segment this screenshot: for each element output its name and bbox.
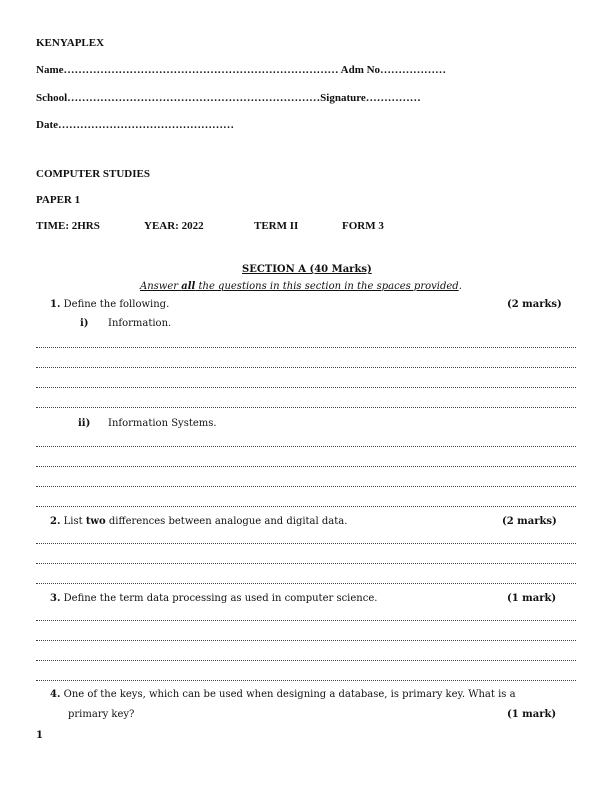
instr-post: the questions in this section in the spaces provided — [195, 281, 459, 292]
instr-bold: all — [181, 281, 196, 292]
q1i-text: Information. — [108, 318, 172, 329]
q1ii-text: Information Systems. — [108, 418, 217, 429]
q1ii-num: ii) — [78, 418, 91, 429]
date-field[interactable]: Date………………………………………… — [36, 119, 234, 131]
subject: COMPUTER STUDIES — [36, 168, 150, 180]
answer-line[interactable] — [36, 446, 576, 447]
school-field[interactable]: School……………………………………………………………Signature…………… — [36, 92, 421, 104]
question-2 — [50, 516, 347, 527]
org-name: KENYAPLEX — [36, 37, 105, 49]
instr-pre: Answer — [140, 281, 182, 292]
answer-line[interactable] — [36, 620, 576, 621]
form: FORM 3 — [342, 220, 384, 232]
q2-num: 2. — [50, 516, 61, 527]
answer-line[interactable] — [36, 506, 576, 507]
answer-line[interactable] — [36, 367, 576, 368]
time: TIME: 2HRS — [36, 220, 100, 232]
year: YEAR: 2022 — [144, 220, 204, 232]
answer-line[interactable] — [36, 387, 576, 388]
answer-line[interactable] — [36, 466, 576, 467]
answer-line[interactable] — [36, 563, 576, 564]
q2-text-post: differences between analogue and digital data. — [105, 516, 348, 527]
answer-line[interactable] — [36, 680, 576, 681]
q3-marks: (1 mark) — [507, 593, 557, 604]
q1-marks: (2 marks) — [507, 299, 562, 310]
q3-num: 3. — [50, 593, 61, 604]
answer-line[interactable] — [36, 640, 576, 641]
q1i-num: i) — [80, 318, 89, 329]
q2-text-bold: two — [85, 516, 106, 527]
term: TERM II — [254, 220, 299, 232]
q2-text-pre: List — [63, 516, 86, 527]
q4-marks: (1 mark) — [507, 709, 557, 720]
answer-line[interactable] — [36, 486, 576, 487]
section-instructions: Answer all the questions in this section in the spaces provided. — [140, 281, 462, 292]
q1-text: Define the following. — [63, 299, 170, 310]
answer-line[interactable] — [36, 543, 576, 544]
q1-num: 1. — [50, 299, 61, 310]
answer-line[interactable] — [36, 347, 576, 348]
answer-line[interactable] — [36, 407, 576, 408]
question-1 — [50, 299, 169, 310]
q4-text: One of the keys, which can be used when designing a database, is primary key. What is a — [63, 689, 516, 700]
q4-text2: primary key? — [68, 709, 135, 720]
answer-line[interactable] — [36, 660, 576, 661]
paper: PAPER 1 — [36, 194, 81, 206]
q3-text: Define the term data processing as used in computer science. — [63, 593, 378, 604]
name-field[interactable]: Name………………………………………………………………… Adm No……………… — [36, 64, 447, 76]
answer-line[interactable] — [36, 583, 576, 584]
q2-marks: (2 marks) — [502, 516, 557, 527]
section-title: SECTION A (40 Marks) — [242, 264, 372, 275]
q4-num: 4. — [50, 689, 61, 700]
page-number: 1 — [36, 730, 43, 741]
question-4 — [50, 689, 516, 700]
question-3 — [50, 593, 377, 604]
